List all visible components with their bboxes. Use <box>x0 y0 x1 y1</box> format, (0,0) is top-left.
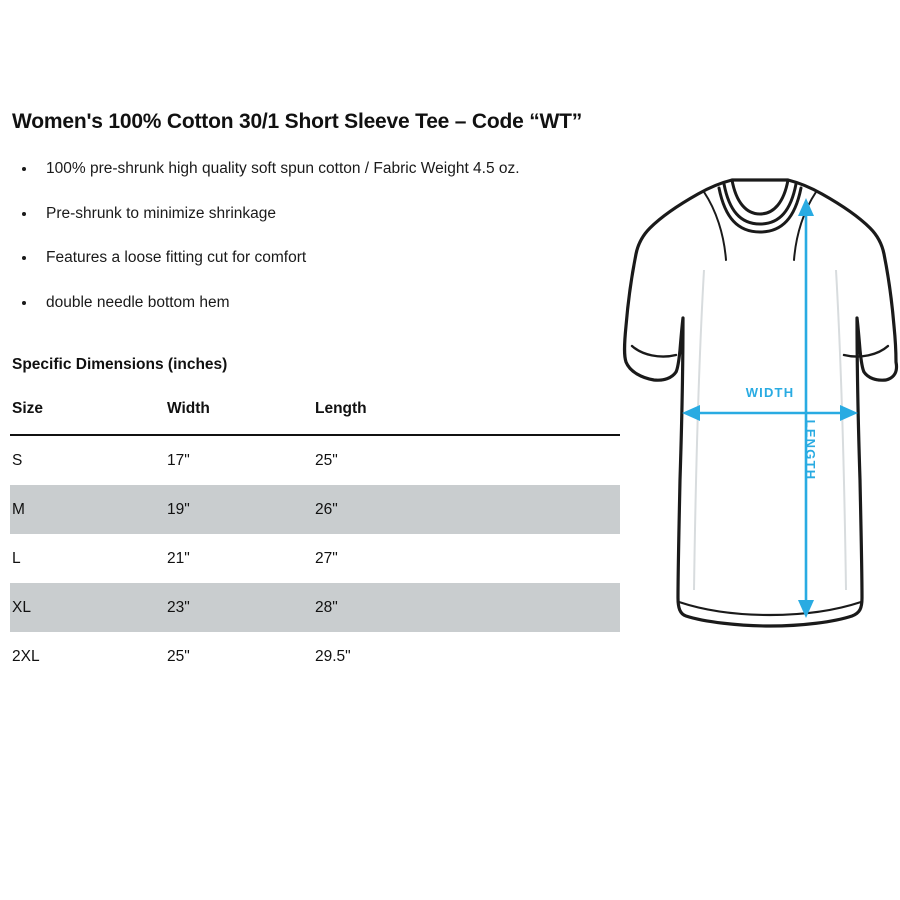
list-item <box>10 160 630 179</box>
cell-size: 2XL <box>12 647 40 665</box>
feature-text: 100% pre-shrunk high quality soft spun cotton / Fabric Weight 4.5 oz. <box>46 160 520 177</box>
table-header-row <box>10 398 620 435</box>
size-table <box>10 398 620 681</box>
cell-size: S <box>12 451 23 469</box>
cell-length: 27" <box>315 549 338 567</box>
cell-length: 25" <box>315 451 338 469</box>
bullet-icon <box>22 212 26 216</box>
list-item <box>10 205 630 224</box>
column-header-length: Length <box>315 400 367 418</box>
bullet-icon <box>22 256 26 260</box>
cell-width: 21" <box>167 549 190 567</box>
width-label: WIDTH <box>745 385 795 400</box>
table-row <box>10 435 620 485</box>
feature-text: Features a loose fitting cut for comfort <box>46 249 307 267</box>
cell-size: M <box>12 500 25 518</box>
cell-length: 26" <box>315 500 338 518</box>
table-row <box>10 485 620 534</box>
feature-text: double needle bottom hem <box>46 293 230 311</box>
cell-length: 29.5" <box>315 647 351 665</box>
table-row <box>10 632 620 681</box>
feature-text: Pre-shrunk to minimize shrinkage <box>46 204 277 222</box>
bullet-icon <box>22 167 26 171</box>
text-column <box>10 110 630 681</box>
tshirt-illustration <box>620 150 900 670</box>
dimensions-heading: Specific Dimensions (inches) <box>12 356 228 374</box>
bullet-icon <box>22 301 26 305</box>
page-title: Women's 100% Cotton 30/1 Short Sleeve Tee – Code “WT” <box>12 110 583 133</box>
cell-width: 17" <box>167 451 190 469</box>
column-header-width: Width <box>167 400 210 418</box>
column-header-size: Size <box>12 400 44 418</box>
cell-width: 23" <box>167 598 190 616</box>
cell-size: XL <box>12 598 31 616</box>
table-row <box>10 534 620 583</box>
cell-width: 25" <box>167 647 190 665</box>
cell-length: 28" <box>315 598 338 616</box>
feature-list <box>10 160 630 312</box>
list-item <box>10 249 630 268</box>
tshirt-outline <box>625 180 897 626</box>
cell-width: 19" <box>167 500 190 518</box>
list-item <box>10 294 630 313</box>
length-label: LENGTH <box>803 419 818 481</box>
cell-size: L <box>12 549 21 567</box>
table-row <box>10 583 620 632</box>
